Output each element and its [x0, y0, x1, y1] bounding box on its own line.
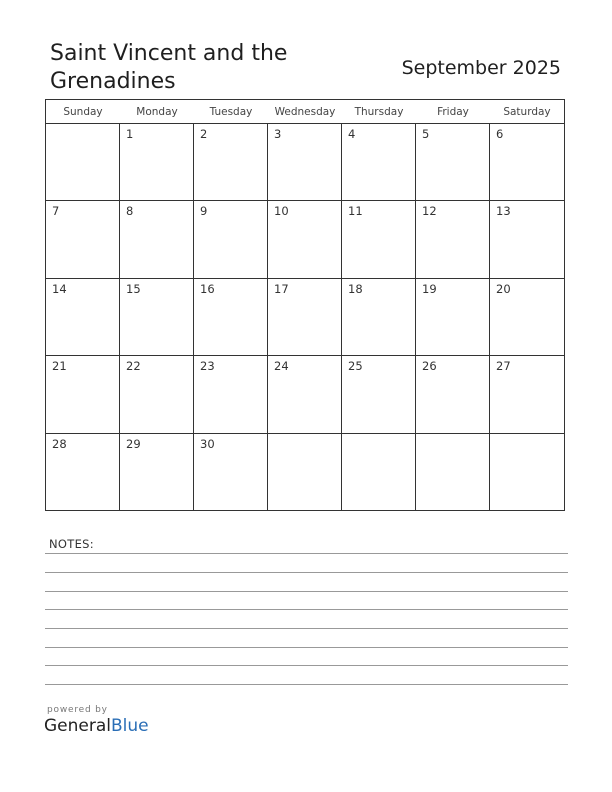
day-number: 30 [200, 436, 215, 451]
day-number: 16 [200, 281, 215, 296]
day-cell [490, 279, 564, 356]
day-number: 3 [274, 127, 282, 141]
day-number: 17 [274, 281, 289, 296]
day-cell [194, 279, 268, 356]
day-cell [342, 356, 416, 433]
day-number: 26 [422, 359, 437, 374]
day-number: 10 [274, 204, 289, 219]
day-cell [342, 279, 416, 356]
day-cell [416, 124, 490, 201]
powered-by-label: powered by [47, 705, 108, 715]
day-cell [342, 201, 416, 278]
day-number: 18 [348, 281, 363, 296]
day-cell [194, 124, 268, 201]
day-number: 14 [52, 281, 67, 296]
day-number: 2 [200, 127, 208, 141]
day-number: 22 [126, 359, 141, 374]
day-cell [194, 201, 268, 278]
notes-line [45, 553, 568, 554]
notes-line [45, 665, 568, 666]
notes-label: NOTES: [49, 537, 94, 551]
day-number: 20 [496, 281, 511, 296]
weekday-header [46, 100, 564, 124]
weekday-friday: Friday [437, 106, 469, 118]
day-number: 1 [126, 127, 134, 141]
notes-line [45, 591, 568, 592]
day-cell [416, 356, 490, 433]
day-cell [120, 124, 194, 201]
day-number: 15 [126, 281, 141, 296]
day-cell [416, 201, 490, 278]
weekday-tuesday: Tuesday [209, 106, 253, 118]
generalblue-logo[interactable] [44, 716, 149, 736]
day-cell [268, 356, 342, 433]
day-number: 13 [496, 204, 511, 219]
day-cell [490, 124, 564, 201]
notes-line [45, 647, 568, 648]
day-cell [490, 356, 564, 433]
day-number: 27 [496, 359, 511, 374]
day-number: 12 [422, 204, 437, 219]
day-cell [46, 124, 120, 201]
title-line-1: Saint Vincent and the [50, 41, 288, 66]
weekday-sunday: Sunday [63, 106, 103, 118]
day-cell [268, 124, 342, 201]
title-line-2: Grenadines [50, 69, 176, 94]
notes-line [45, 684, 568, 685]
day-cell [120, 434, 194, 511]
day-cell [46, 279, 120, 356]
day-number: 11 [348, 204, 363, 219]
day-number: 21 [52, 359, 67, 374]
notes-line [45, 609, 568, 610]
month-year-label: September 2025 [401, 57, 561, 79]
logo-general: General [44, 716, 111, 736]
day-cell [194, 356, 268, 433]
day-cell [120, 201, 194, 278]
weekday-thursday: Thursday [354, 106, 404, 118]
day-cell [342, 124, 416, 201]
day-cell [46, 356, 120, 433]
day-cell [46, 201, 120, 278]
day-number: 7 [52, 204, 60, 219]
day-cell [416, 434, 490, 511]
notes-line [45, 628, 568, 629]
calendar-grid [45, 99, 565, 511]
day-number: 6 [496, 127, 504, 141]
day-number: 8 [126, 204, 134, 219]
weekday-wednesday: Wednesday [274, 106, 336, 118]
notes-line [45, 572, 568, 573]
day-cell [46, 434, 120, 511]
day-cell [416, 279, 490, 356]
day-number: 19 [422, 281, 437, 296]
logo-blue: Blue [111, 716, 149, 736]
day-number: 25 [348, 359, 363, 374]
day-cell [490, 201, 564, 278]
page-title [50, 40, 350, 96]
day-cell [268, 279, 342, 356]
day-cell [120, 279, 194, 356]
day-number: 28 [52, 436, 67, 451]
day-cell [342, 434, 416, 511]
day-cell [490, 434, 564, 511]
day-cell [268, 434, 342, 511]
day-cell [194, 434, 268, 511]
day-number: 29 [126, 436, 141, 451]
day-number: 23 [200, 359, 215, 374]
day-number: 24 [274, 359, 289, 374]
weekday-monday: Monday [136, 106, 178, 118]
weekday-saturday: Saturday [503, 106, 551, 118]
day-cell [120, 356, 194, 433]
day-cell [268, 201, 342, 278]
day-number: 9 [200, 204, 208, 219]
day-number: 4 [348, 127, 356, 141]
day-number: 5 [422, 127, 430, 141]
day-cells [46, 124, 564, 511]
